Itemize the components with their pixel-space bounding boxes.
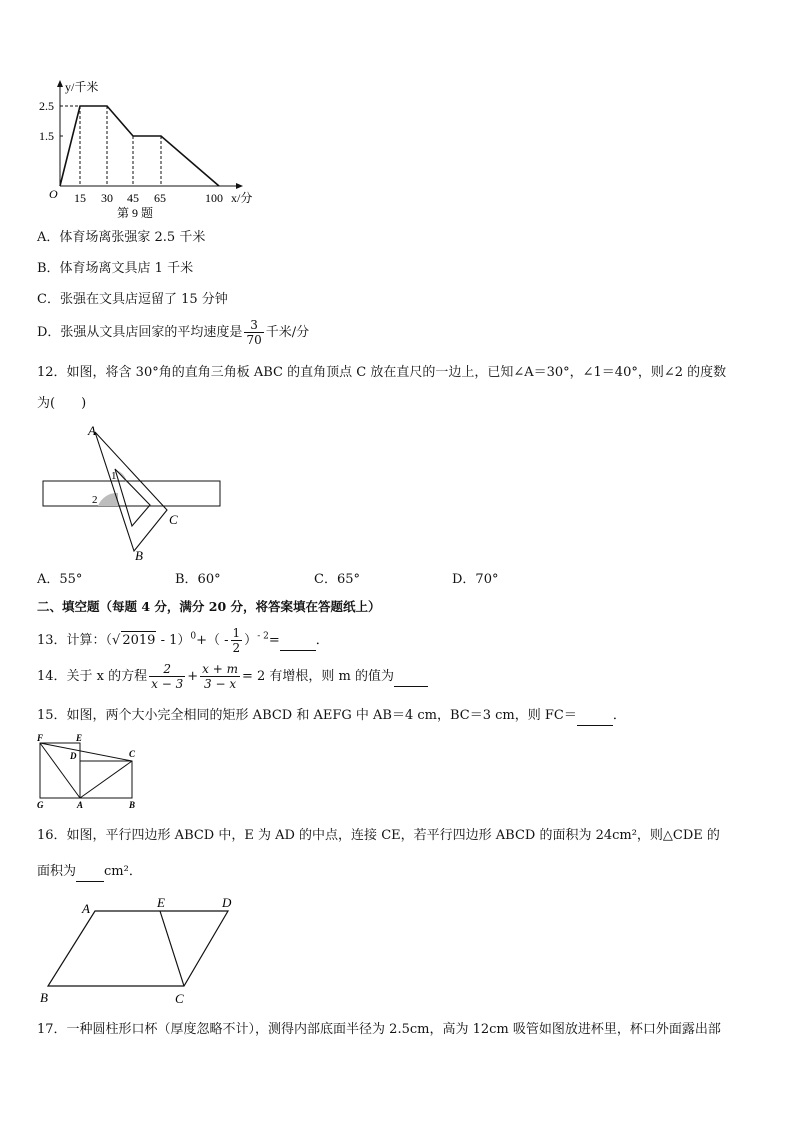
fig9-x-tick-30: 30 (101, 191, 113, 205)
fig9-x-tick-45: 45 (127, 191, 139, 205)
fraction-denominator: 3 − x (204, 677, 237, 691)
q12-figure (38, 423, 228, 563)
q12-option-a: A．55° (37, 572, 83, 587)
q11-option-d-suffix: 千米/分 (265, 325, 310, 340)
q16-line2-prefix: 面积为 (37, 864, 77, 879)
q14-plus: + (187, 669, 199, 684)
q11-option-c: C．张强在文具店逗留了 15 分钟 (37, 292, 228, 307)
section-2-heading: 二、填空题（每题 4 分，满分 20 分，将答案填在答题纸上） (37, 599, 381, 614)
q13-exp2: - 2 (257, 631, 269, 642)
q16-parallelogram (48, 911, 228, 986)
q15-stem (37, 707, 626, 726)
q15-answer-blank[interactable] (577, 707, 613, 726)
q15-segment-ac (80, 761, 132, 798)
fraction-denominator: x − 3 (151, 677, 184, 691)
q16-segment-ec (160, 911, 184, 986)
fig9-graph (35, 78, 265, 220)
q14-stem (37, 662, 428, 691)
sqrt-sign: √ (112, 633, 121, 648)
q11-option-d-fraction (244, 318, 263, 347)
q17-stem-line1: 17．一种圆柱形口杯（厚度忽略不计），测得内部底面半径为 2.5cm，高为 12cm 吸管如图放进杯里，杯口外面露出部 (37, 1022, 721, 1037)
q12-ruler (43, 481, 220, 506)
q16-label-D: D (222, 895, 232, 910)
q16-stem-line2 (37, 863, 142, 882)
fig9-data-line (60, 106, 219, 186)
fig9-x-tick-65: 65 (154, 191, 166, 205)
q11-option-d-prefix: D．张强从文具店回家的平均速度是 (37, 325, 243, 340)
q15-text: 15．如图，两个大小完全相同的矩形 ABCD 和 AEFG 中 AB＝4 cm，BC＝3 cm，则 FC＝ (37, 708, 577, 723)
q15-label-C: C (129, 749, 136, 759)
fig9-x-label: x/分 (231, 191, 253, 205)
q15-label-D: D (70, 751, 77, 761)
fraction-numerator: 1 (232, 626, 241, 640)
q13-period: ． (315, 633, 329, 648)
fig9-y-arrow (57, 80, 63, 87)
q13-equals: = (268, 633, 280, 648)
q11-option-d (37, 318, 309, 347)
q13-stem (37, 626, 329, 655)
fraction-denominator: 70 (246, 333, 262, 347)
q12-label-1: 1 (111, 470, 117, 482)
q12-triangle-outer (95, 432, 167, 551)
q12-stem-line2: 为( ) (37, 396, 87, 411)
q14-fraction-2 (200, 662, 240, 691)
q12-label-A: A (88, 423, 96, 438)
q12-option-c: C．65° (314, 572, 360, 587)
q13-fraction (231, 626, 243, 655)
fig9-x-tick-15: 15 (74, 191, 86, 205)
q15-label-E: E (76, 733, 83, 743)
q15-segment-fc (40, 743, 132, 761)
fig9-y-tick-2.5: 2.5 (39, 99, 54, 113)
q11-option-a: A．体育场离张强家 2.5 千米 (37, 230, 206, 245)
q12-label-B: B (135, 548, 143, 563)
fig9-y-label: y/千米 (65, 80, 99, 94)
q13-exp0: 0 (190, 631, 197, 642)
fraction-numerator: x + m (202, 662, 238, 676)
q16-stem-line1: 16．如图，平行四边形 ABCD 中，E 为 AD 的中点，连接 CE，若平行四边形 ABCD 的面积为 24cm²，则△CDE 的 (37, 828, 720, 843)
q15-period: ． (612, 708, 626, 723)
fig9-caption: 第 9 题 (117, 206, 154, 220)
q16-label-B: B (40, 990, 48, 1005)
q12-option-b: B．60° (175, 572, 221, 587)
q12-angle-2-shade (98, 493, 118, 506)
q16-figure (36, 893, 246, 1008)
q13-mid: - 1） (160, 633, 191, 648)
q13-radicand: 2019 (122, 633, 156, 648)
q16-label-E: E (157, 895, 165, 910)
q14-prefix: 14．关于 x 的方程 (37, 669, 148, 684)
q15-label-A: A (77, 800, 84, 810)
q16-label-C: C (175, 991, 184, 1006)
q14-fraction-1 (149, 662, 185, 691)
fraction-numerator: 3 (244, 318, 263, 333)
q13-plus: +（ - (196, 633, 229, 648)
q13-close: ） (244, 633, 258, 648)
fraction-denominator: 2 (232, 641, 241, 655)
q12-option-d: D．70° (452, 572, 499, 587)
q13-prefix: 13．计算：（ (37, 633, 113, 648)
fig9-y-tick-1.5: 1.5 (39, 129, 54, 143)
q14-answer-blank[interactable] (394, 668, 428, 687)
q12-stem-line1: 12．如图，将含 30°角的直角三角板 ABC 的直角顶点 C 放在直尺的一边上，已知∠A＝30°，∠1＝40°，则∠2 的度数 (37, 365, 727, 380)
q12-label-C: C (169, 512, 178, 527)
q15-label-B: B (129, 800, 136, 810)
q12-triangle-inner (115, 469, 150, 526)
fig9-origin: O (49, 187, 58, 201)
q15-figure (34, 733, 144, 811)
fig9-guides (60, 106, 161, 186)
q15-label-G: G (37, 800, 44, 810)
q14-suffix: = 2 有增根，则 m 的值为 (241, 669, 395, 684)
q16-line2-suffix: cm²． (104, 864, 142, 879)
q16-answer-blank[interactable] (76, 863, 104, 882)
q11-option-b: B．体育场离文具店 1 千米 (37, 261, 194, 276)
fig9-x-arrow (236, 183, 243, 189)
q13-answer-blank[interactable] (280, 632, 316, 651)
fraction-numerator: 2 (149, 662, 185, 677)
fig9-x-tick-100: 100 (205, 191, 223, 205)
q15-label-F: F (37, 733, 44, 743)
q12-label-2: 2 (92, 494, 98, 506)
q16-label-A: A (82, 901, 90, 916)
